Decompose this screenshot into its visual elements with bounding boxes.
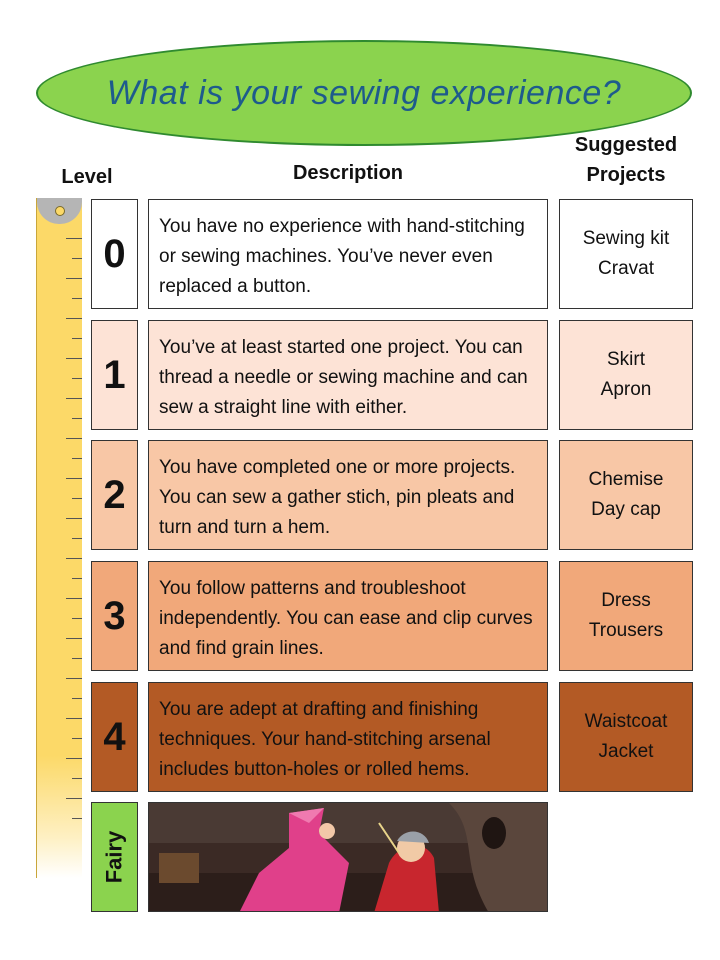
fairy-scene-image — [148, 802, 548, 912]
projects-cell-0 — [559, 199, 693, 309]
project-item: Apron — [600, 379, 652, 400]
description-cell-3: You follow patterns and troubleshoot independently. You can ease and clip curves and find grain lines. — [148, 561, 548, 671]
ruler-tick — [66, 798, 82, 799]
header-projects — [558, 130, 694, 190]
ruler-tick — [72, 618, 82, 619]
ruler-tick — [72, 418, 82, 419]
level-cell-2: 2 — [91, 440, 138, 550]
fairy-scene-illustration — [149, 803, 548, 912]
ruler-tick — [72, 658, 82, 659]
tape-measure-cap — [37, 198, 82, 224]
ruler-tick — [72, 378, 82, 379]
fairy-level-cell — [91, 802, 138, 912]
ruler-tick — [66, 358, 82, 359]
projects-cell-3 — [559, 561, 693, 671]
ruler-tick — [72, 538, 82, 539]
ruler-tick — [66, 238, 82, 239]
ruler-tick — [66, 638, 82, 639]
description-cell-1: You’ve at least started one project. You can thread a needle or sewing machine and can sew a straight line with either. — [148, 320, 548, 430]
description-cell-4: You are adept at drafting and finishing techniques. Your hand-stitching arsenal includes button-holes or rolled hems. — [148, 682, 548, 792]
ruler-tick — [72, 738, 82, 739]
fairy-label: Fairy — [101, 830, 127, 884]
tape-measure-graphic — [36, 198, 82, 878]
ruler-tick — [72, 578, 82, 579]
level-cell-1: 1 — [91, 320, 138, 430]
header-description: Description — [292, 162, 404, 184]
project-item: Dress — [601, 590, 651, 611]
ruler-tick — [66, 598, 82, 599]
level-cell-0: 0 — [91, 199, 138, 309]
ruler-tick — [72, 258, 82, 259]
ruler-tick — [66, 398, 82, 399]
ruler-tick — [66, 558, 82, 559]
project-item: Chemise — [588, 469, 664, 490]
ruler-tick — [72, 778, 82, 779]
description-cell-0: You have no experience with hand-stitching or sewing machines. You’ve never even replaced a button. — [148, 199, 548, 309]
ruler-tick — [72, 498, 82, 499]
page-title: What is your sewing experience? — [106, 73, 622, 112]
ruler-tick — [72, 338, 82, 339]
ruler-tick — [72, 458, 82, 459]
ruler-tick — [66, 478, 82, 479]
ruler-tick — [72, 818, 82, 819]
header-projects-line2: Projects — [586, 164, 666, 186]
project-item: Waistcoat — [584, 711, 668, 732]
projects-cell-4 — [559, 682, 693, 792]
ruler-tick — [72, 298, 82, 299]
ruler-tick — [66, 318, 82, 319]
header-projects-line1: Suggested — [574, 134, 678, 156]
project-item: Trousers — [588, 620, 664, 641]
ruler-tick — [66, 678, 82, 679]
ruler-tick — [66, 438, 82, 439]
project-item: Sewing kit — [582, 228, 670, 249]
ruler-tick — [66, 758, 82, 759]
ruler-tick — [66, 278, 82, 279]
project-item: Jacket — [598, 741, 654, 762]
level-cell-3: 3 — [91, 561, 138, 671]
level-cell-4: 4 — [91, 682, 138, 792]
tape-measure-rivet — [55, 206, 65, 216]
header-level: Level — [61, 166, 113, 188]
ruler-tick — [72, 698, 82, 699]
project-item: Day cap — [591, 499, 661, 520]
description-cell-2: You have completed one or more projects. You can sew a gather stich, pin pleats and turn and turn a hem. — [148, 440, 548, 550]
projects-cell-2 — [559, 440, 693, 550]
project-item: Skirt — [607, 349, 645, 370]
projects-cell-1 — [559, 320, 693, 430]
ruler-tick — [66, 518, 82, 519]
ruler-tick — [66, 718, 82, 719]
project-item: Cravat — [598, 258, 654, 279]
